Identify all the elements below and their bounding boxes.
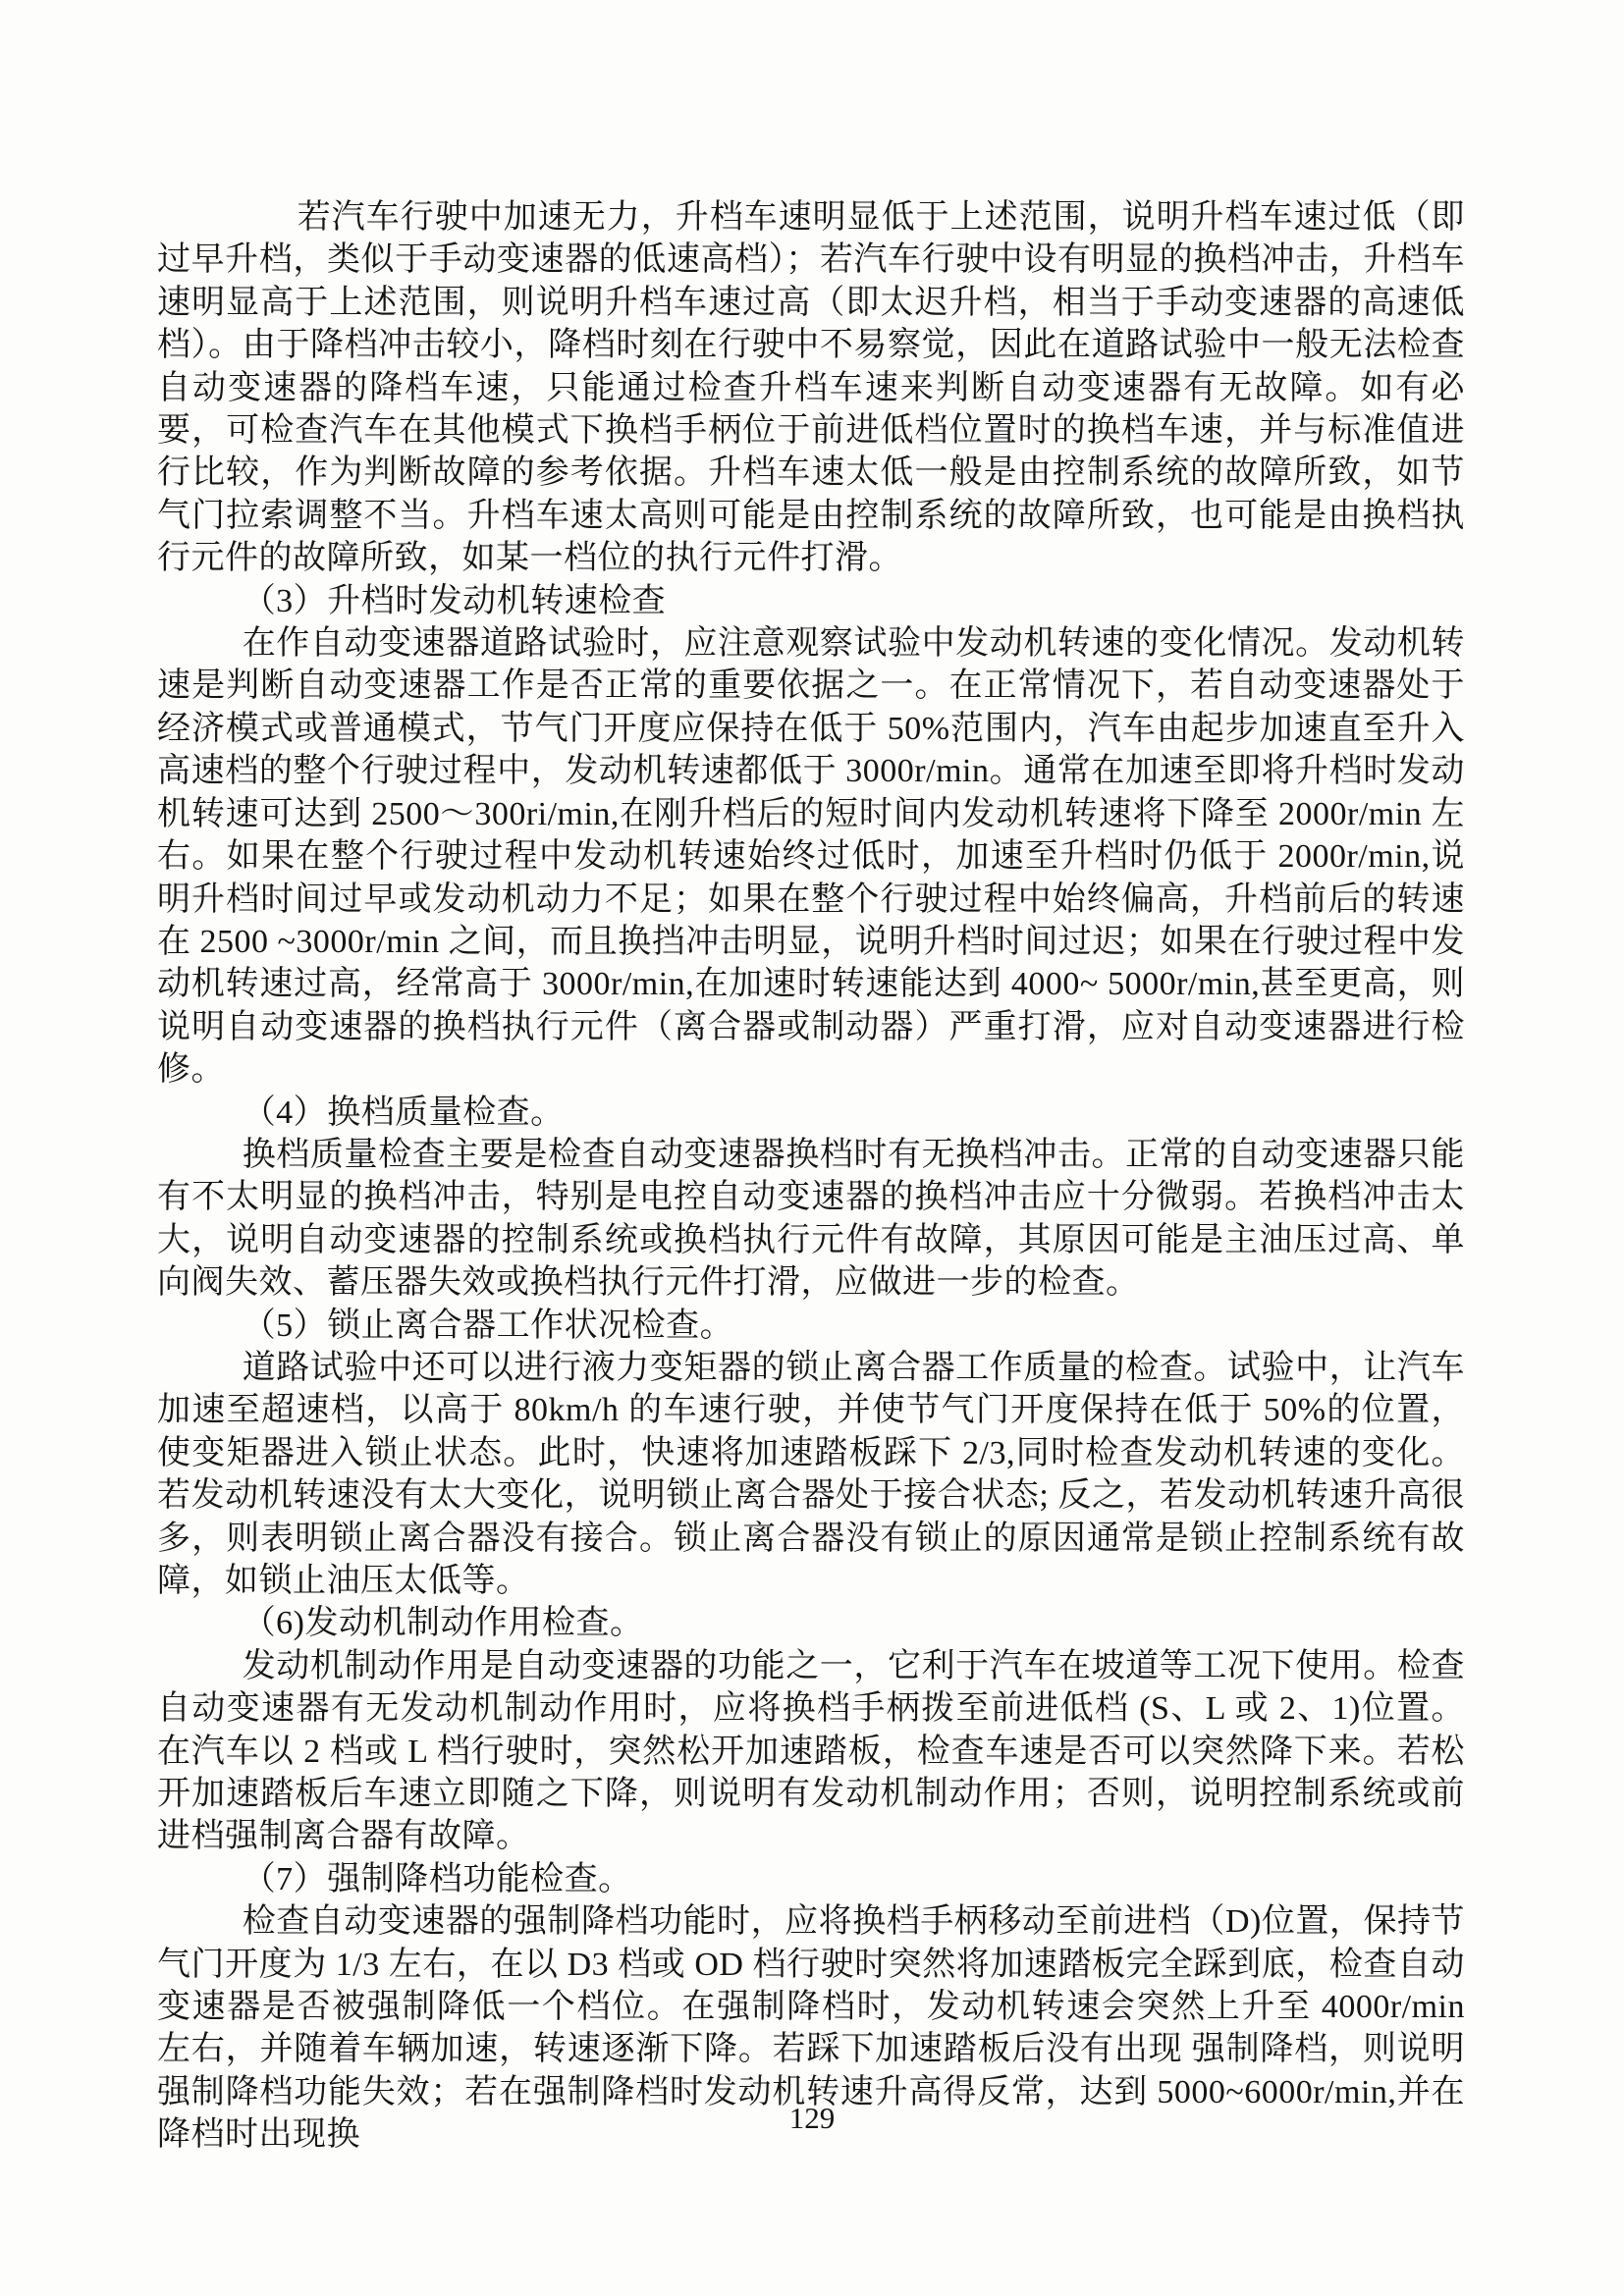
paragraph: 发动机制动作用是自动变速器的功能之一，它利于汽车在坡道等工况下使用。检查自动变速器有无发动机制动作用时，应将换档手柄拨至前进低档 (S、L 或 2、1)位置。在汽车以 2 档或 L 档行驶时，突然松开加速踏板，检查车速是否可以突然降下来。若松开加速踏板后车速立即随之下降，则说明有发动机制动作用；否则，说明控制系统或前进档强制离合器有故障。 [157,1647,1465,1855]
paragraph: 若汽车行驶中加速无力，升档车速明显低于上述范围，说明升档车速过低（即过早升档，类似于手动变速器的低速高档）；若汽车行驶中设有明显的换档冲击，升档车速明显高于上述范围，则说明升档车速过高（即太迟升档，相当于手动变速器的高速低档）。由于降档冲击较小，降档时刻在行驶中不易察觉，因此在道路试验中一般无法检查自动变速器的降档车速，只能通过检查升档车速来判断自动变速器有无故障。如有必要，可检查汽车在其他模式下换档手柄位于前进低档位置时的换档车速，并与标准值进行比较，作为判断故障的参考依据。升档车速太低一般是由控制系统的故障所致，如节气门拉索调整不当。升档车速太高则可能是由控制系统的故障所致，也可能是由换档执行元件的故障所致，如某一档位的执行元件打滑。 [157,199,1465,577]
page-number: 129 [788,2101,836,2135]
section-heading: （7）强制降档功能检查。 [242,1860,632,1897]
paragraph: 换档质量检查主要是检查自动变速器换档时有无换档冲击。正常的自动变速器只能有不太明显的换档冲击，特别是电控自动变速器的换档冲击应十分微弱。若换档冲击太大，说明自动变速器的控制系统或换档执行元件有故障，其原因可能是主油压过高、单向阀失效、蓄压器失效或换档执行元件打滑，应做进一步的检查。 [157,1136,1465,1302]
paragraph: 道路试验中还可以进行液力变矩器的锁止离合器工作质量的检查。试验中，让汽车加速至超速档，以高于 80km/h 的车速行驶，并使节气门开度保持在低于 50%的位置，使变矩器进入锁止状态。此时，快速将加速踏板踩下 2/3,同时检查发动机转速的变化。若发动机转速没有太大变化，说明锁止离合器处于接合状态; 反之，若发动机转速升高很多，则表明锁止离合器没有接合。锁止离合器没有锁止的原因通常是锁止控制系统有故障，如锁止油压太低等。 [157,1349,1465,1599]
section-heading: （3）升档时发动机转速检查 [242,582,667,619]
paragraph: 在作自动变速器道路试验时，应注意观察试验中发动机转速的变化情况。发动机转速是判断自动变速器工作是否正常的重要依据之一。在正常情况下，若自动变速器处于经济模式或普通模式，节气门开度应保持在低于 50%范围内，汽车由起步加速直至升入高速档的整个行驶过程中，发动机转速都低于 3000r/min。通常在加速至即将升档时发动机转速可达到 2500～300ri/min,在刚升档后的短时间内发动机转速将下降至 2000r/min 左右。如果在整个行驶过程中发动机转速始终过低时，加速至升档时仍低于 2000r/min,说明升档时间过早或发动机动力不足；如果在整个行驶过程中始终偏高，升档前后的转速在 2500 ~3000r/min 之间，而且换挡冲击明显，说明升档时间过迟；如果在行驶过程中发动机转速过高，经常高于 3000r/min,在加速时转速能达到 4000~ 5000r/min,甚至更高，则说明自动变速器的换档执行元件（离合器或制动器）严重打滑，应对自动变速器进行检修。 [157,625,1465,1089]
section-heading: （4）换档质量检查。 [242,1094,565,1131]
paragraph: 检查自动变速器的强制降档功能时，应将换档手柄移动至前进档（D)位置，保持节气门开度为 1/3 左右，在以 D3 档或 OD 档行驶时突然将加速踏板完全踩到底，检查自动变速器是否被强制降低一个档位。在强制降档时，发动机转速会突然上升至 4000r/min 左右，并随着车辆加速，转速逐渐下降。若踩下加速踏板后没有出现 强制降档，则说明强制降档功能失效；若在强制降档时发动机转速升高得反常，达到 5000~6000r/min,并在降档时出现换 [157,1903,1465,2154]
body-text [157,196,1465,2157]
section-heading: （6)发动机制动作用检查。 [242,1605,644,1642]
section-heading: （5）锁止离合器工作状况检查。 [242,1307,734,1344]
